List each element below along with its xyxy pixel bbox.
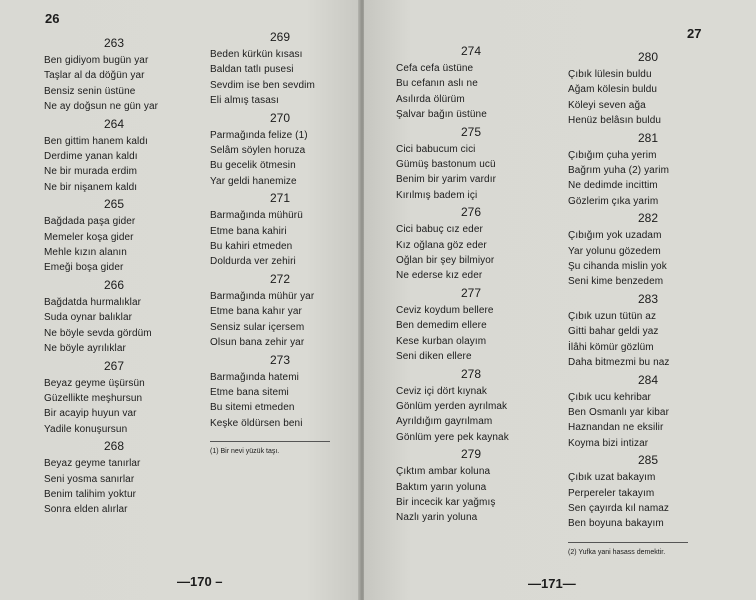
poem-270 [210, 111, 350, 190]
poem-number: 280 [637, 50, 659, 64]
poem-282 [568, 211, 728, 290]
left-page-column-2 [210, 28, 350, 455]
poem-line: Yar yolunu gözedem [568, 245, 661, 257]
poem-line: Henüz belâsın buldu [568, 115, 662, 127]
poem-number: 266 [103, 277, 125, 292]
poem-number: 277 [460, 285, 482, 300]
poem-line: Çıktım ambar koluna [396, 466, 491, 478]
poem-number: 284 [637, 372, 659, 387]
poem-275 [396, 125, 546, 204]
poem-277 [396, 286, 546, 365]
poem-268 [44, 439, 184, 518]
poem-line: Daha bitmezmi bu naz [568, 357, 670, 369]
poem-line: Sensiz sular içersem [210, 321, 305, 333]
poem-number: 275 [460, 124, 482, 139]
poem-line: Cici babuç cız eder [396, 224, 483, 236]
page-number-right: 27 [687, 26, 702, 41]
poem-line: Baldan tatlı pusesi [210, 64, 294, 76]
poem-line: Çıbık ucu kehribar [568, 391, 651, 403]
poem-267 [44, 359, 184, 438]
poem-line: Emeği boşa gider [44, 262, 124, 274]
poem-line: Selâm söylen horuza [210, 145, 306, 157]
left-page [0, 0, 360, 600]
poem-number: 282 [637, 211, 659, 226]
poem-line: Kırılmış badem içi [396, 189, 478, 201]
poem-line: Sen çayırda kıl namaz [568, 502, 670, 514]
poem-line: Bağrım yuha (2) yarim [568, 165, 670, 177]
right-page-column-1 [396, 42, 546, 526]
poem-line: Memeler koşa gider [44, 231, 134, 243]
poem-line: Baktım yarın yoluna [396, 481, 487, 493]
poem-number: 273 [269, 352, 291, 367]
poem-number: 267 [103, 358, 125, 373]
poem-line: Kese kurban olayım [396, 335, 487, 347]
poem-276 [396, 205, 546, 284]
poem-266 [44, 278, 184, 357]
poem-line: Bağdada paşa gider [44, 216, 136, 228]
poem-280 [568, 50, 728, 129]
poem-line: Seni yosma sanırlar [44, 473, 135, 485]
poem-number: 276 [460, 205, 482, 220]
poem-line: Cefa cefa üstüne [396, 63, 474, 74]
poem-line: Beyaz geyme üşürsün [44, 377, 145, 389]
poem-line: Ceviz koydum bellere [396, 304, 494, 316]
poem-line: Çıbığım yok uzadam [568, 230, 662, 242]
poem-line: Ne ay doğsun ne gün yar [44, 101, 159, 113]
poem-line: Gönlüm yerden ayrılmak [396, 400, 508, 412]
poem-272 [210, 272, 350, 351]
poem-273 [210, 353, 350, 432]
poem-line: Nazlı yarin yoluna [396, 512, 478, 524]
poem-line: İlâhi kömür gözlüm [568, 341, 654, 353]
footnote-rule [210, 441, 330, 442]
poem-number: 274 [460, 44, 482, 58]
poem-line: Etme bana sitemi [210, 386, 289, 398]
footnote: (2) Yufka yani hasass demektir. [568, 548, 666, 556]
poem-line: Ben gittim hanem kaldı [44, 135, 148, 147]
poem-line: Ben demedim ellere [396, 320, 487, 332]
poem-line: Kız oğlana göz eder [396, 239, 487, 251]
poem-line: Koyma bizi intizar [568, 437, 649, 449]
footnote: (1) Bir nevi yüzük taşı. [210, 448, 280, 456]
poem-line: Eli almış tasası [210, 95, 279, 107]
poem-line: Ayrıldığım gayrılmam [396, 416, 493, 428]
poem-line: Ne böyle ayrılıklar [44, 343, 126, 355]
poem-number: 265 [103, 197, 125, 212]
poem-line: Mehle kızın alanın [44, 247, 127, 259]
poem-line: Yar geldi hanemize [210, 175, 297, 187]
poem-line: Derdime yanan kaldı [44, 151, 138, 163]
poem-line: Beyaz geyme tanırlar [44, 458, 141, 470]
poem-264 [44, 117, 184, 196]
poem-274 [396, 44, 546, 123]
poem-line: Bu sitemi etmeden [210, 402, 295, 414]
poem-line: Cici babucum cici [396, 143, 476, 155]
poem-line: Gözlerim çıka yarim [568, 195, 659, 207]
poem-278 [396, 367, 546, 446]
poem-line: Çıbığım çuha yerim [568, 149, 657, 161]
right-page [364, 0, 756, 600]
poem-number: 281 [637, 130, 659, 145]
poem-line: Seni diken ellere [396, 351, 472, 363]
poem-line: Köleyi seven ağa [568, 99, 646, 111]
poem-line: Bu kahiri etmeden [210, 241, 293, 253]
poem-line: Oğlan bir şey bilmiyor [396, 255, 495, 267]
poem-269 [210, 30, 350, 109]
poem-265 [44, 197, 184, 276]
poem-number: 279 [460, 447, 482, 462]
poem-number: 283 [637, 291, 659, 306]
poem-line: Etme bana kahiri [210, 225, 287, 237]
poem-line: Ben Osmanlı yar kibar [568, 406, 670, 418]
poem-line: Ne dedimde incittim [568, 180, 658, 192]
poem-281 [568, 131, 728, 210]
bottom-page-number-left: —170 – [177, 574, 223, 589]
poem-line: Ne böyle sevda gördüm [44, 327, 152, 339]
poem-line: Etme bana kahır yar [210, 306, 302, 318]
poem-line: Parmağında felize (1) [210, 129, 308, 141]
poem-number: 263 [103, 36, 125, 50]
poem-line: Ben gidiyom bugün yar [44, 55, 149, 66]
poem-line: Gönlüm yere pek kaynak [396, 431, 509, 443]
poem-line: Benim talihim yoktur [44, 488, 137, 500]
poem-line: Ceviz içi dört kıynak [396, 385, 488, 397]
poem-number: 285 [637, 453, 659, 468]
poem-line: Ne bir nişanem kaldı [44, 181, 138, 193]
poem-line: Ne bir murada erdim [44, 166, 138, 178]
poem-line: Suda oynar balıklar [44, 312, 133, 324]
poem-line: Çıbık uzun tütün az [568, 310, 657, 322]
poem-line: Ben boyuna bakayım [568, 518, 664, 530]
poem-line: Beden kürkün kısası [210, 49, 303, 60]
poem-line: Şalvar bağın üstüne [396, 109, 487, 121]
poem-line: Gümüş bastonum ucü [396, 159, 496, 171]
page-number-left: 26 [45, 11, 60, 26]
poem-271 [210, 191, 350, 270]
poem-number: 278 [460, 366, 482, 381]
right-page-column-2 [568, 48, 728, 556]
poem-line: Gitti bahar geldi yaz [568, 326, 659, 338]
poem-284 [568, 373, 728, 452]
poem-line: Çıbık uzat bakayım [568, 472, 656, 484]
poem-line: Bensiz senin üstüne [44, 85, 136, 97]
poem-number: 264 [103, 116, 125, 131]
poem-number: 271 [269, 191, 291, 206]
poem-line: Seni kime benzedem [568, 276, 664, 288]
poem-279 [396, 447, 546, 526]
poem-line: Şu cihanda mislin yok [568, 261, 667, 273]
poem-line: Barmağında mühürü [210, 210, 303, 222]
poem-line: Doldurda ver zehiri [210, 256, 296, 268]
poem-285 [568, 453, 728, 532]
poem-line: Ne ederse kız eder [396, 270, 483, 282]
poem-line: Bir acayip huyun var [44, 408, 137, 420]
poem-line: Olsun bana zehir yar [210, 337, 305, 349]
poem-line: Bir incecik kar yağmış [396, 496, 496, 508]
footnote-rule [568, 542, 688, 543]
poem-number: 272 [269, 271, 291, 286]
poem-number: 268 [103, 439, 125, 454]
poem-line: Asılırda ölürüm [396, 93, 465, 105]
poem-line: Barmağında hatemi [210, 371, 299, 383]
poem-line: Yadile konuşursun [44, 423, 128, 435]
poem-number: 269 [269, 30, 291, 44]
poem-line: Güzellikte meşhursun [44, 392, 143, 404]
poem-line: Sonra elden alırlar [44, 504, 128, 516]
poem-line: Haznandan ne eksilir [568, 422, 664, 434]
poem-line: Keşke öldürsen beni [210, 417, 303, 429]
poem-line: Bağdatda hurmalıklar [44, 296, 142, 308]
poem-number: 270 [269, 110, 291, 125]
poem-line: Benim bir yarim vardır [396, 174, 496, 186]
bottom-page-number-right: —171— [528, 576, 576, 591]
poem-line: Çıbık lülesin buldu [568, 69, 652, 80]
poem-283 [568, 292, 728, 371]
poem-line: Bu cefanın aslı ne [396, 78, 478, 90]
poem-line: Barmağında mühür yar [210, 290, 315, 302]
poem-line: Taşlar al da döğün yar [44, 70, 145, 82]
left-page-column-1 [44, 34, 184, 518]
poem-line: Ağam kölesin buldu [568, 84, 658, 96]
poem-line: Sevdim ise ben sevdim [210, 79, 315, 91]
poem-line: Perpereler takayım [568, 487, 655, 499]
poem-263 [44, 36, 184, 115]
poem-line: Bu gecelik ötmesin [210, 160, 296, 172]
